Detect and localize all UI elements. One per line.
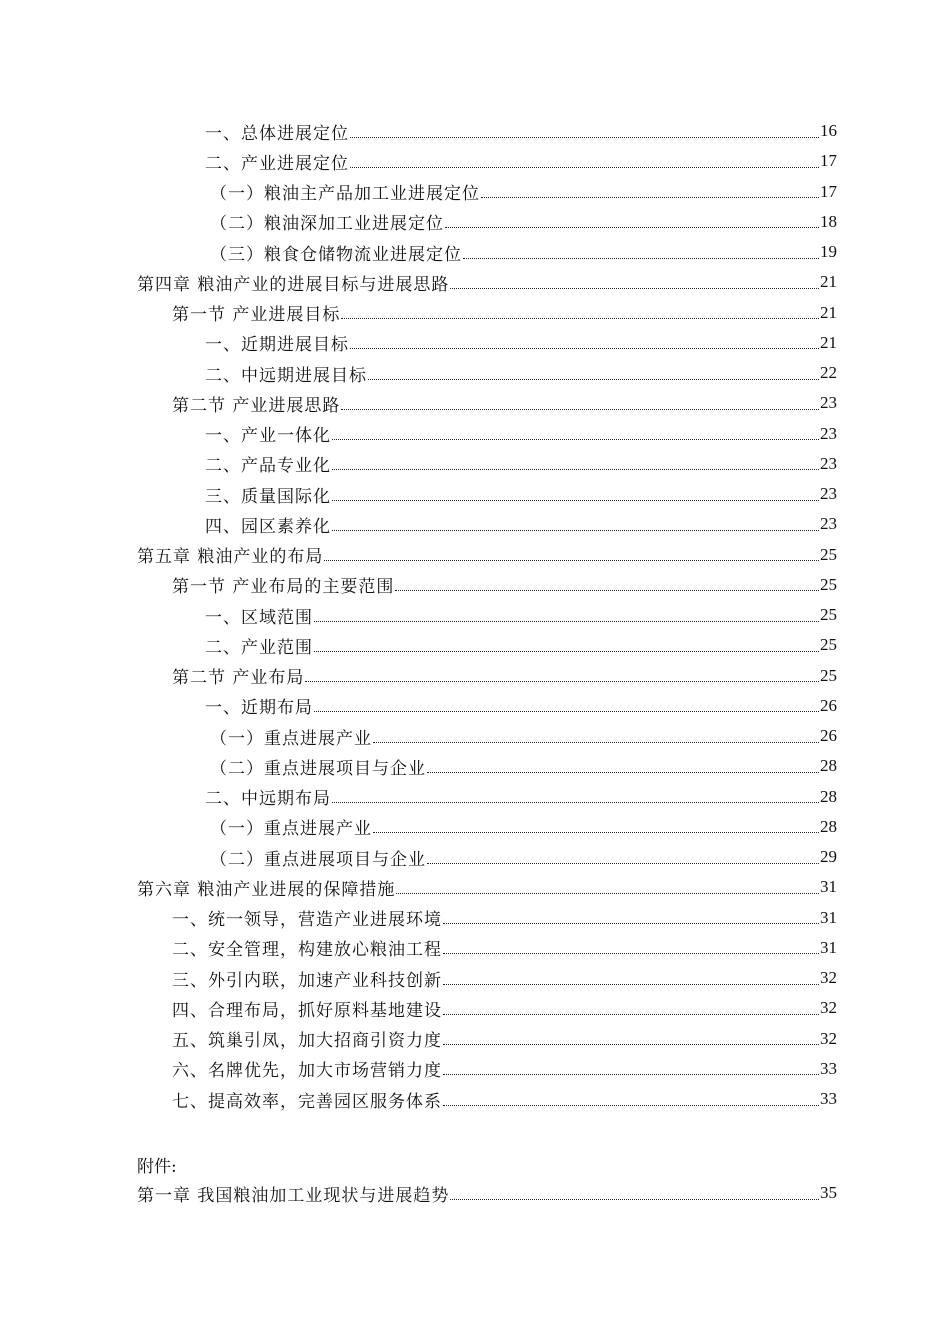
toc-entry[interactable] (0, 479, 837, 509)
dot-leader (341, 318, 819, 319)
dot-leader (314, 711, 819, 712)
toc-entry-page-number: 29 (820, 847, 837, 867)
toc-entry-page-number: 26 (820, 726, 837, 746)
appendix-heading: 附件: (137, 1157, 177, 1177)
dot-leader (445, 227, 819, 228)
dot-leader (427, 772, 819, 773)
toc-entry-label: 第二节 产业进展思路 (172, 395, 341, 416)
toc-entry-label: 第一节 产业进展目标 (172, 305, 341, 326)
dot-leader (350, 167, 819, 168)
dot-leader (341, 409, 819, 410)
dot-leader (373, 742, 819, 743)
toc-entry[interactable] (0, 237, 837, 267)
toc-entry[interactable] (0, 328, 837, 358)
toc-entry-label: （二）粮油深加工业进展定位 (210, 214, 444, 235)
toc-entry[interactable] (0, 1054, 837, 1084)
toc-entry-label: 六、名牌优先，加大市场营销力度 (172, 1061, 442, 1082)
dot-leader (373, 832, 819, 833)
toc-entry-label: 二、产品专业化 (205, 456, 331, 477)
toc-entry-page-number: 25 (820, 605, 837, 625)
toc-entry-label: （一）重点进展产业 (210, 819, 372, 840)
toc-entry-page-number: 32 (820, 1028, 837, 1048)
toc-entry[interactable] (0, 842, 837, 872)
toc-entry-page-number: 33 (820, 1058, 837, 1078)
toc-entry-page-number: 23 (820, 393, 837, 413)
toc-entry-page-number: 21 (820, 302, 837, 322)
toc-entry-label: （二）重点进展项目与企业 (210, 849, 426, 870)
toc-entry-page-number: 23 (820, 453, 837, 473)
toc-entry[interactable] (0, 903, 837, 933)
dot-leader (314, 651, 819, 652)
dot-leader (427, 863, 819, 864)
toc-entry-page-number: 28 (820, 816, 837, 836)
toc-entry-label: 第六章 粮油产业进展的保障措施 (137, 879, 396, 900)
dot-leader (396, 893, 819, 894)
toc-entry-page-number: 21 (820, 272, 837, 292)
toc-entry[interactable] (0, 267, 837, 297)
toc-entry-label: 三、质量国际化 (205, 486, 331, 507)
toc-entry-page-number: 23 (820, 484, 837, 504)
toc-entry[interactable] (0, 721, 837, 751)
toc-entry-page-number: 26 (820, 695, 837, 715)
toc-entry[interactable] (0, 388, 837, 418)
dot-leader (450, 1199, 819, 1200)
toc-entry-label: 一、近期进展目标 (205, 335, 349, 356)
toc-entry-page-number: 25 (820, 544, 837, 564)
toc-entry[interactable] (0, 993, 837, 1023)
toc-entry-label: 二、产业进展定位 (205, 153, 349, 174)
toc-entry-label: 一、近期布局 (205, 698, 313, 719)
toc-entry-label: 一、总体进展定位 (205, 123, 349, 144)
toc-entry-label: 五、筑巢引凤，加大招商引资力度 (172, 1031, 442, 1052)
dot-leader (332, 802, 819, 803)
dot-leader (314, 621, 819, 622)
toc-entry-page-number: 18 (820, 211, 837, 231)
toc-entry-label: 四、园区素养化 (205, 516, 331, 537)
toc-entry[interactable] (0, 630, 837, 660)
appendix-table-of-contents (0, 1178, 950, 1208)
dot-leader (350, 137, 819, 138)
toc-entry-label: 一、产业一体化 (205, 426, 331, 447)
toc-entry-label: 第五章 粮油产业的布局 (137, 547, 324, 568)
toc-entry-page-number: 25 (820, 574, 837, 594)
dot-leader (395, 590, 819, 591)
toc-entry-page-number: 28 (820, 786, 837, 806)
toc-entry-page-number: 23 (820, 423, 837, 443)
toc-entry[interactable] (0, 751, 837, 781)
table-of-contents (0, 116, 950, 1114)
toc-entry-label: 一、区域范围 (205, 607, 313, 628)
toc-entry[interactable] (0, 1178, 837, 1208)
toc-entry[interactable] (0, 1084, 837, 1114)
toc-entry[interactable] (0, 1024, 837, 1054)
toc-entry[interactable] (0, 872, 837, 902)
toc-entry[interactable] (0, 782, 837, 812)
toc-entry-label: 一、统一领导，营造产业进展环境 (172, 910, 442, 931)
toc-entry-page-number: 25 (820, 665, 837, 685)
dot-leader (443, 923, 819, 924)
toc-entry-label: （一）重点进展产业 (210, 728, 372, 749)
dot-leader (443, 984, 819, 985)
toc-entry-page-number: 32 (820, 998, 837, 1018)
dot-leader (332, 469, 819, 470)
toc-entry[interactable] (0, 963, 837, 993)
dot-leader (443, 1014, 819, 1015)
dot-leader (481, 197, 819, 198)
toc-entry-page-number: 28 (820, 756, 837, 776)
toc-entry-label: 三、外引内联，加速产业科技创新 (172, 970, 442, 991)
toc-entry[interactable] (0, 570, 837, 600)
toc-entry-page-number: 31 (820, 877, 837, 897)
dot-leader (332, 439, 819, 440)
toc-entry-label: 第一节 产业布局的主要范围 (172, 577, 395, 598)
toc-entry-label: 第四章 粮油产业的进展目标与进展思路 (137, 274, 450, 295)
toc-entry[interactable] (0, 146, 837, 176)
toc-entry-label: （一）粮油主产品加工业进展定位 (210, 184, 480, 205)
toc-entry[interactable] (0, 358, 837, 388)
toc-entry[interactable] (0, 449, 837, 479)
toc-entry-label: （三）粮食仓储物流业进展定位 (210, 244, 462, 265)
toc-entry[interactable] (0, 207, 837, 237)
dot-leader (332, 500, 819, 501)
toc-entry-page-number: 19 (820, 242, 837, 262)
toc-entry[interactable] (0, 298, 837, 328)
dot-leader (463, 258, 819, 259)
toc-entry[interactable] (0, 933, 837, 963)
dot-leader (443, 1105, 819, 1106)
toc-entry-label: 二、中远期布局 (205, 789, 331, 810)
toc-entry-page-number: 32 (820, 968, 837, 988)
dot-leader (368, 379, 819, 380)
toc-entry-page-number: 22 (820, 363, 837, 383)
toc-entry-label: 二、产业范围 (205, 637, 313, 658)
toc-entry-page-number: 33 (820, 1089, 837, 1109)
toc-entry-page-number: 16 (820, 121, 837, 141)
toc-entry-label: 第二节 产业布局 (172, 668, 305, 689)
toc-entry-page-number: 23 (820, 514, 837, 534)
toc-entry[interactable] (0, 419, 837, 449)
toc-entry-page-number: 35 (820, 1183, 837, 1203)
dot-leader (324, 560, 819, 561)
toc-entry-page-number: 17 (820, 181, 837, 201)
toc-entry-page-number: 17 (820, 151, 837, 171)
toc-entry[interactable] (0, 661, 837, 691)
toc-entry-label: 二、中远期进展目标 (205, 365, 367, 386)
toc-entry-label: 第一章 我国粮油加工业现状与进展趋势 (137, 1185, 450, 1206)
dot-leader (332, 530, 819, 531)
dot-leader (350, 348, 819, 349)
toc-entry-page-number: 21 (820, 332, 837, 352)
toc-entry[interactable] (0, 600, 837, 630)
dot-leader (305, 681, 819, 682)
toc-entry[interactable] (0, 177, 837, 207)
toc-entry-label: （二）重点进展项目与企业 (210, 758, 426, 779)
toc-entry-page-number: 31 (820, 937, 837, 957)
toc-entry-page-number: 31 (820, 907, 837, 927)
dot-leader (450, 288, 819, 289)
dot-leader (443, 953, 819, 954)
toc-entry-page-number: 25 (820, 635, 837, 655)
toc-entry[interactable] (0, 540, 837, 570)
toc-entry[interactable] (0, 509, 837, 539)
toc-entry-label: 七、提高效率，完善园区服务体系 (172, 1091, 442, 1112)
dot-leader (443, 1044, 819, 1045)
toc-entry-label: 四、合理布局，抓好原料基地建设 (172, 1000, 442, 1021)
toc-entry[interactable] (0, 691, 837, 721)
toc-entry[interactable] (0, 116, 837, 146)
toc-entry-label: 二、安全管理，构建放心粮油工程 (172, 940, 442, 961)
dot-leader (443, 1074, 819, 1075)
toc-entry[interactable] (0, 812, 837, 842)
